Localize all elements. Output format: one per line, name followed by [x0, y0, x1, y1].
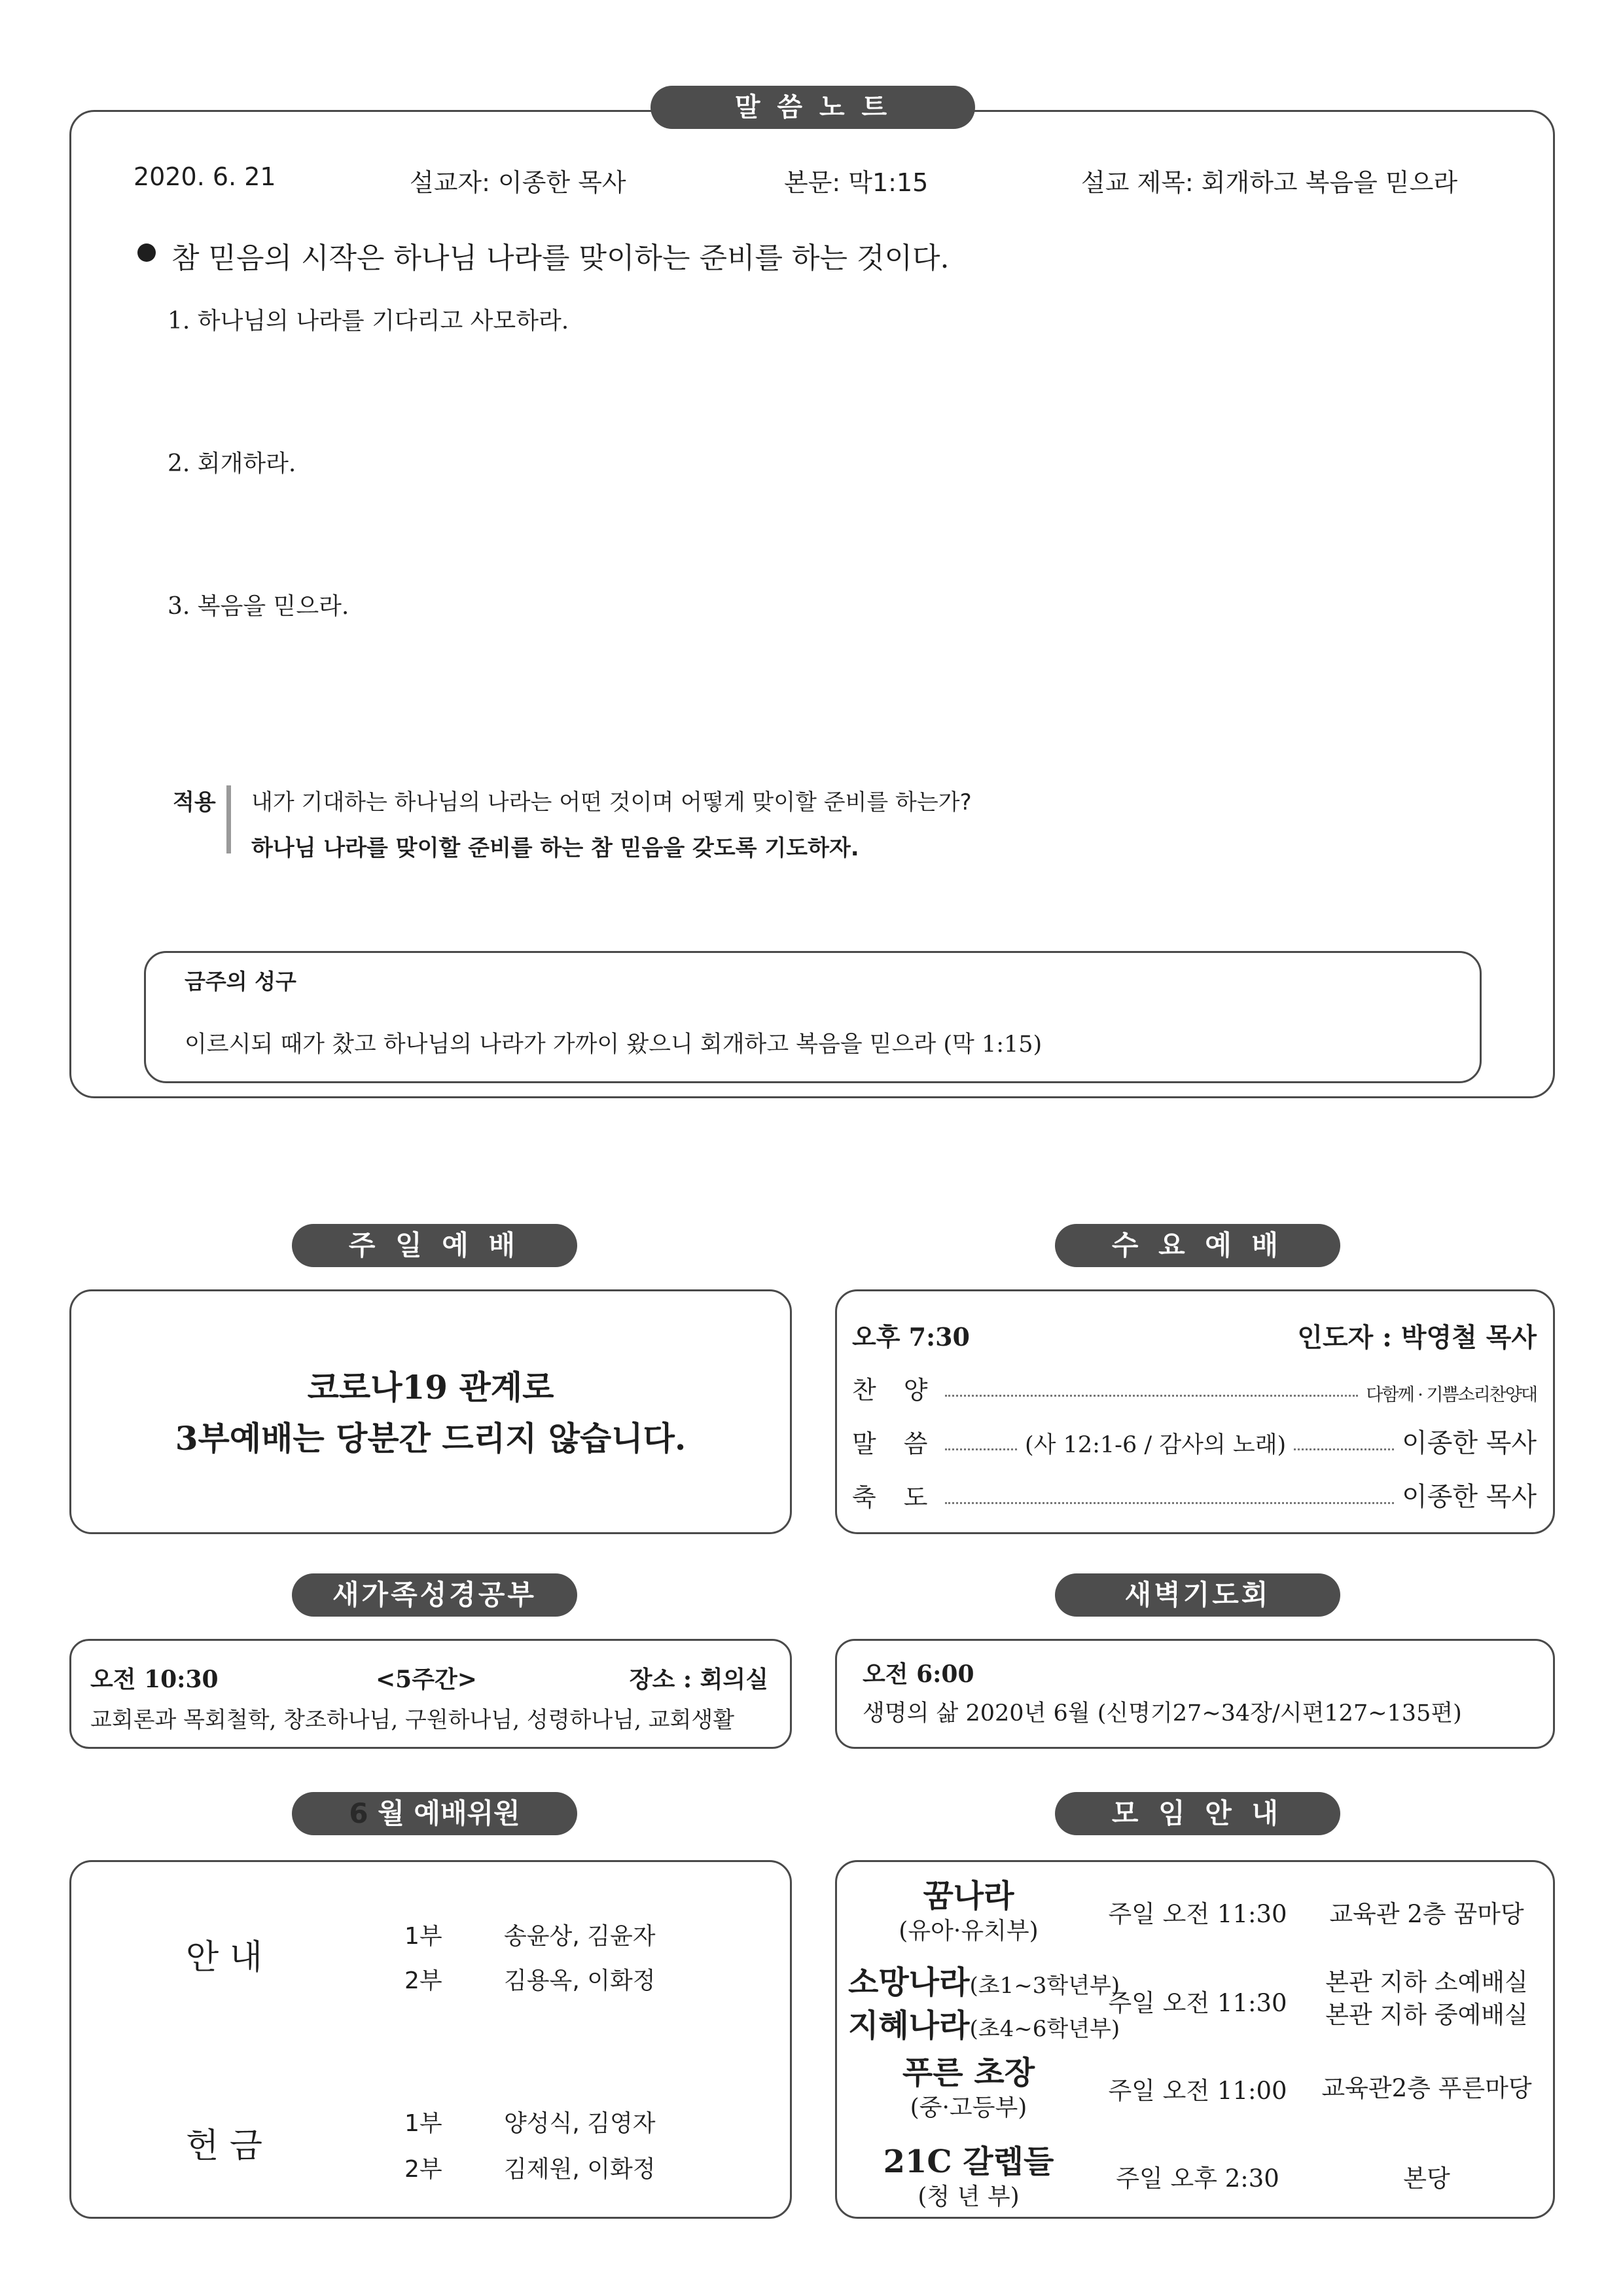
meeting-name-wisdomland-title: 지혜나라: [848, 2007, 970, 2044]
offering-names-1: 양성식, 김영자: [504, 2110, 656, 2137]
weekly-verse-box: [144, 951, 1482, 1083]
meeting-place-dreamland: 교육관 2층 꿈마당: [1329, 1900, 1524, 1928]
row-right: 다함께 · 기쁨소리찬양대: [1366, 1385, 1537, 1405]
dotted-leader: [945, 1502, 1394, 1504]
row-label: 찬 양: [852, 1376, 928, 1405]
meeting-name-green-pasture: 푸른 초장: [902, 2054, 1035, 2091]
dotted-leader: [945, 1448, 1017, 1450]
sunday-service-header: 주 일 예 배: [292, 1224, 577, 1267]
meeting-name-calebs: 21C 갈렙들: [883, 2144, 1054, 2180]
wednesday-row-sermon: [852, 1422, 1537, 1460]
application-prayer: 하나님 나라를 맞이할 준비를 하는 참 믿음을 갖도록 기도하자.: [251, 835, 859, 861]
meeting-time-hopeland: 주일 오전 11:30: [1108, 1989, 1287, 2017]
meeting-time-calebs: 주일 오후 2:30: [1116, 2164, 1279, 2193]
meeting-time-dreamland: 주일 오전 11:30: [1108, 1900, 1287, 1928]
offering-part-2: 2부: [404, 2156, 442, 2183]
bullet-icon: [137, 243, 156, 262]
meeting-place-wisdomland: 본관 지하 중예배실: [1325, 2001, 1528, 2029]
offering-names-2: 김제원, 이화정: [504, 2156, 656, 2183]
sermon-preacher: 설교자: 이종한 목사: [410, 168, 626, 197]
application-bar: [226, 785, 231, 853]
sermon-point-2: 2. 회개하라.: [168, 450, 296, 477]
meeting-time-green-pasture: 주일 오전 11:00: [1108, 2077, 1287, 2105]
weekly-verse-text: 이르시되 때가 찼고 하나님의 나라가 가까이 왔으니 회개하고 복음을 믿으라 (막 1:15): [185, 1031, 1043, 1058]
usher-names-2: 김용옥, 이화정: [504, 1967, 656, 1994]
meetings-header: 모 임 안 내: [1055, 1792, 1340, 1835]
servers-header: [292, 1792, 577, 1835]
sunday-notice-line2: 3부예배는 당분간 드리지 않습니다.: [175, 1419, 687, 1458]
family-study-place: 장소 : 회의실: [629, 1666, 768, 1693]
sunday-notice-line1: 코로나19 관계로: [307, 1368, 554, 1407]
dawn-prayer-header: 새벽기도회: [1055, 1573, 1340, 1617]
offering-part-1: 1부: [404, 2110, 442, 2137]
meeting-name-dreamland: 꿈나라: [923, 1878, 1014, 1914]
family-study-topics: 교회론과 목회철학, 창조하나님, 구원하나님, 성령하나님, 교회생활: [90, 1707, 735, 1733]
meeting-name-wisdomland: [848, 2000, 1120, 2045]
usher-label: 안 내: [186, 1938, 262, 1977]
dawn-prayer-text: 생명의 삶 2020년 6월 (신명기27~34장/시편127~135편): [863, 1700, 1462, 1727]
sermon-point-3: 3. 복음을 믿으라.: [168, 593, 349, 620]
usher-names-1: 송윤상, 김윤자: [504, 1923, 656, 1950]
sermon-title: 설교 제목: 회개하고 복음을 믿으라: [1081, 168, 1458, 197]
row-middle: (사 12:1-6 / 감사의 노래): [1025, 1432, 1287, 1458]
family-study-header: 새가족성경공부: [292, 1573, 577, 1617]
main-point: 참 믿음의 시작은 하나님 나라를 맞이하는 준비를 하는 것이다.: [171, 242, 950, 275]
wednesday-row-praise: [852, 1368, 1537, 1406]
row-right: 이종한 목사: [1402, 1482, 1537, 1512]
wednesday-row-benediction: [852, 1475, 1537, 1513]
wednesday-time: 오후 7:30: [852, 1322, 970, 1352]
row-label: 말 씀: [852, 1429, 928, 1458]
usher-part-2: 2부: [404, 1967, 442, 1994]
wednesday-service-header: 수 요 예 배: [1055, 1224, 1340, 1267]
meeting-name-hopeland: [848, 1957, 1120, 2002]
dawn-prayer-time: 오전 6:00: [863, 1660, 974, 1688]
servers-header-month: 6: [349, 1797, 368, 1829]
meeting-name-hopeland-title: 소망나라: [848, 1964, 970, 2001]
sermon-date: 2020. 6. 21: [134, 162, 276, 191]
meeting-name-wisdomland-note: (초4~6학년부): [969, 2016, 1120, 2042]
meeting-place-green-pasture: 교육관2층 푸른마당: [1321, 2074, 1532, 2102]
offering-label: 헌 금: [186, 2126, 262, 2166]
sermon-point-1: 1. 하나님의 나라를 기다리고 사모하라.: [168, 308, 569, 334]
sermon-note-header: 말 씀 노 트: [651, 86, 975, 129]
sunday-service-box: [69, 1289, 792, 1534]
meeting-place-calebs: 본당: [1403, 2164, 1450, 2193]
meeting-place-hopeland: 본관 지하 소예배실: [1325, 1968, 1528, 1996]
wednesday-leader: 인도자 : 박영철 목사: [1297, 1322, 1537, 1353]
meeting-sub-calebs: (청 년 부): [918, 2183, 1020, 2210]
family-study-duration: <5주간>: [376, 1666, 477, 1693]
dotted-leader: [1294, 1448, 1394, 1450]
usher-part-1: 1부: [404, 1923, 442, 1950]
sermon-text-ref: 본문: 막1:15: [784, 168, 929, 197]
application-label: 적용: [173, 789, 216, 816]
family-study-time: 오전 10:30: [90, 1666, 219, 1693]
servers-header-title: 월 예배위원: [378, 1797, 520, 1829]
meeting-sub-dreamland: (유아·유치부): [899, 1918, 1039, 1945]
row-label: 축 도: [852, 1483, 928, 1512]
application-question: 내가 기대하는 하나님의 나라는 어떤 것이며 어떻게 맞이할 준비를 하는가?: [251, 789, 972, 816]
meeting-name-hopeland-note: (초1~3학년부): [969, 1973, 1120, 1999]
weekly-verse-label: 금주의 성구: [185, 969, 296, 994]
meeting-sub-green-pasture: (중·고등부): [910, 2094, 1027, 2121]
row-right: 이종한 목사: [1402, 1428, 1537, 1458]
dotted-leader: [945, 1395, 1358, 1397]
